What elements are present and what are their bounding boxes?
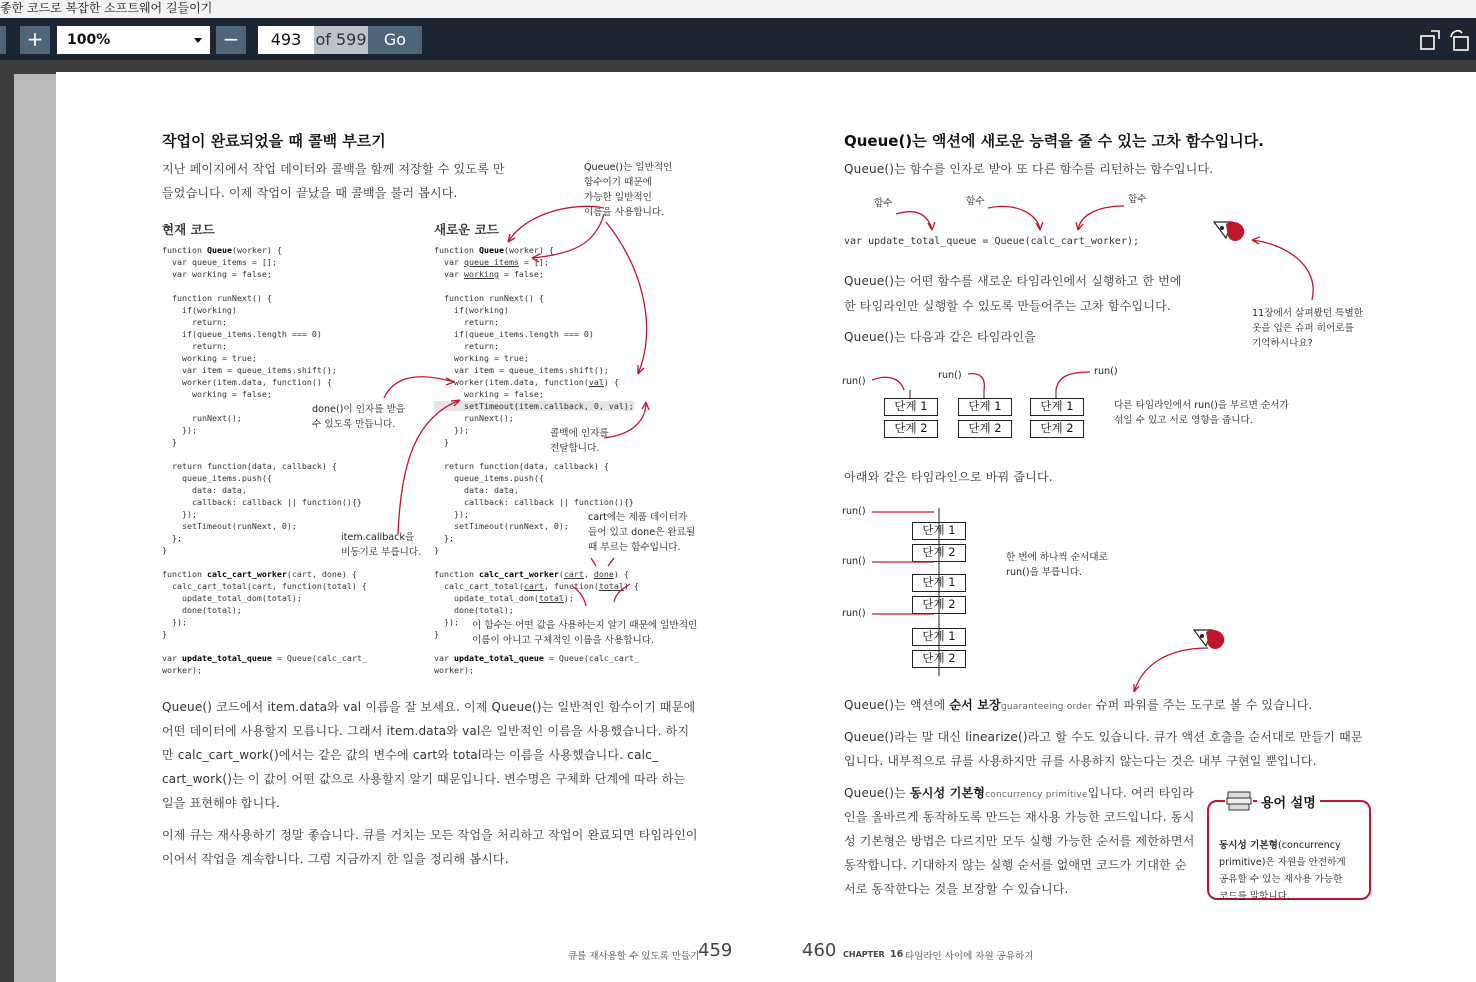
p7-line-1: [844, 784, 1194, 801]
p6-line-2: 입니다. 내부적으로 큐를 사용하지만 큐를 사용하지 않는다는 것은 내부 구현일 뿐입니다.: [844, 754, 1317, 768]
go-button[interactable]: Go: [368, 26, 422, 54]
document-viewer[interactable]: [0, 60, 1476, 982]
book-spread: [56, 72, 1476, 982]
page-title: 작업이 완료되었을 때 콜백 부르기: [162, 132, 386, 150]
left-footer-text: 큐를 재사용할 수 있도록 만들기: [568, 951, 700, 962]
glossary-definition: (concurrency primitive)은 자원을 안전하게 공유할 수 있는 재사용 가능한 코드를 말합니다.: [1219, 840, 1346, 902]
p7-d: 입니다. 여러 타임라: [1087, 786, 1195, 800]
current-code-block: function Queue(worker) { var queue_items = []; var working = false; function runNext() { if(working) return; if(queue_items.length === 0) return; working = true; var item = queue_items.shift(); worker(item.data, function() { working = false; runNext(); }); } return function(data, callback) { queue_items.push({ data: data, callback: callback || function(){} }); setTimeout(runNext, 0); }; } function calc_cart_worker(cart, done) { calc_cart_total(cart, function(total) { update_total_dom(total); done(total); }); } var update_total_queue = Queue(calc_cart_ worker);: [162, 245, 367, 675]
note-ordered: 한 번에 하나씩 순서대로 run()을 부릅니다.: [1006, 552, 1108, 578]
p5-a: Queue()는 액션에: [844, 698, 950, 712]
timeline-step-2: 단계 2: [1030, 420, 1084, 438]
right-intro: Queue()는 함수를 인자로 받아 또 다른 함수를 리턴하는 함수입니다.: [844, 162, 1214, 176]
note-callback-arg: 콜백에 인자를 전달합니다.: [550, 428, 609, 454]
glossary-body: [1219, 820, 1346, 905]
note-cart-done: cart에는 제품 데이터가 들어 있고 done은 완료될 때 부르는 함수입니다.: [588, 512, 696, 553]
timeline-step-2: 단계 2: [884, 420, 938, 438]
p5-d: 슈퍼 파워를 주는 도구로 볼 수 있습니다.: [1091, 698, 1313, 712]
intro-line-2: 들었습니다. 이제 작업이 끝났을 때 콜백을 불러 봅시다.: [162, 186, 458, 200]
para2-line-1: 이제 큐는 재사용하기 정말 좋습니다. 큐를 거치는 모든 작업을 처리하고 작업이 완료되면 타임라인이: [162, 828, 698, 842]
hero-icon: [1192, 626, 1228, 658]
glossary-title: 용어 설명: [1257, 792, 1320, 811]
left-page-number: 459: [698, 940, 733, 961]
right-page-number: 460: [802, 940, 837, 961]
p5: [844, 696, 1313, 713]
timeline-step-2: 단계 2: [912, 650, 966, 668]
right-page-title: Queue()는 액션에 새로운 능력을 줄 수 있는 고차 함수입니다.: [844, 132, 1264, 150]
timeline-step-2: 단계 2: [958, 420, 1012, 438]
new-code-label: 새로운 코드: [434, 222, 499, 237]
p7-line-4: 동작합니다. 기대하지 않는 실행 순서를 없애면 코드가 기대한 순: [844, 858, 1187, 872]
page-number-input[interactable]: 493: [258, 26, 314, 54]
p7-a: Queue()는: [844, 786, 910, 800]
chapter-number: 16: [890, 949, 904, 960]
note-done-arg: done()이 인자를 받을 수 있도록 만듭니다.: [312, 404, 406, 430]
viewer-toolbar: [0, 18, 1476, 60]
run-label: run(): [1094, 366, 1118, 377]
para1-line-1: Queue() 코드에서 item.data와 val 이름을 잘 보세요. 이제 Queue()는 일반적인 함수이기 때문에: [162, 700, 696, 714]
book-icon: [1225, 788, 1253, 812]
run-label: run(): [842, 506, 866, 517]
para1-line-2: 어떤 데이터에 사용할지 모릅니다. 그래서 item.data와 val은 일반적인 이름을 사용했습니다. 하지: [162, 724, 690, 738]
zoom-out-button[interactable]: −: [216, 26, 246, 54]
p7-c: concurrency primitive: [985, 790, 1088, 800]
p3: Queue()는 다음과 같은 타임라인을: [844, 330, 1036, 344]
sidebar-toggle-button[interactable]: [0, 26, 6, 54]
timeline-step-1: 단계 1: [884, 398, 938, 416]
glossary-term: 동시성 기본형: [1219, 840, 1278, 851]
note-generic-names: Queue()는 일반적인 함수이기 때문에 가능한 일반적인 이름을 사용합니다.: [584, 162, 673, 218]
note-async-call: item.callback을 비동기로 부릅니다.: [341, 532, 422, 558]
para1-line-3: 만 calc_cart_work()에서는 같은 값의 변수에 cart와 total라는 이름을 사용했습니다. calc_: [162, 748, 659, 762]
p7-b: 동시성 기본형: [910, 786, 986, 800]
p4: 아래와 같은 타임라인으로 바꿔 줍니다.: [844, 470, 1053, 484]
chevron-down-icon: [194, 38, 202, 43]
p2-line-2: 한 타임라인만 실행할 수 있도록 만들어주는 고차 함수입니다.: [844, 299, 1171, 313]
fn-label-3: 함수: [1128, 194, 1147, 205]
run-label: run(): [938, 370, 962, 381]
para1-line-5: 일을 표현해야 합니다.: [162, 796, 281, 810]
p7-line-2: 인을 올바르게 동작하도록 만드는 재사용 가능한 코드입니다. 동시: [844, 810, 1195, 824]
p5-c: guaranteeing order: [1000, 702, 1092, 712]
new-code-block: function Queue(worker) { var queue_items = []; var working = false; function runNext() { if(working) return; if(queue_items.length === 0) return; working = true; var item = queue_items.shift(); worker(item.data, function(val) { working = false; setTimeout(item.callback, 0, val); runNext(); }); } return function(data, callback) { queue_items.push({ data: data, callback: callback || function(){} }); setTimeout(runNext, 0); }; } function calc_cart_worker(cart, done) { calc_cart_total(cart, function(total) { update_total_dom(total); done(total); }); } var update_total_queue = Queue(calc_cart_ worker);: [434, 245, 639, 675]
fn-label-1: 함수: [874, 198, 893, 209]
para1-line-4: cart_work()는 이 값이 어떤 값으로 사용할지 알기 때문입니다. 변수명은 구체화 단계에 따라 하는: [162, 772, 686, 786]
page-total: of 599: [314, 26, 368, 54]
run-label: run(): [842, 556, 866, 567]
previous-page-edge: [14, 74, 56, 982]
zoom-select[interactable]: [57, 26, 210, 54]
current-code-label: 현재 코드: [162, 222, 215, 237]
zoom-value: 100%: [67, 32, 111, 48]
p7-line-5: 서로 동작한다는 것을 보장할 수 있습니다.: [844, 882, 1069, 896]
glossary-box: [1207, 796, 1371, 902]
hero-note: 11장에서 살펴봤던 특별한 옷을 입은 슈퍼 히어로를 기억하시나요?: [1252, 308, 1363, 349]
p2-line-1: Queue()는 어떤 함수를 새로운 타임라인에서 실행하고 한 번에: [844, 274, 1182, 288]
timeline-step-1: 단계 1: [912, 628, 966, 646]
p7-line-3: 성 기본형은 방법은 다르지만 모두 실행 가능한 순서를 제한하면서: [844, 834, 1195, 848]
timeline-step-2: 단계 2: [912, 544, 966, 562]
p5-b: 순서 보장: [949, 698, 1001, 712]
intro-line-1: 지난 페이지에서 작업 데이터와 콜백을 함께 저장할 수 있도록 만: [162, 162, 505, 176]
run-label: run(): [842, 608, 866, 619]
queue-code-line: var update_total_queue = Queue(calc_cart_worker);: [844, 236, 1140, 247]
zoom-in-button[interactable]: +: [20, 26, 50, 54]
run-label: run(): [842, 376, 866, 387]
timeline-step-1: 단계 1: [912, 522, 966, 540]
timeline-step-1: 단계 1: [1030, 398, 1084, 416]
note-mixed: 다른 타임라인에서 run()을 부르면 순서가 섞일 수 있고 서로 영향을 줍니다.: [1114, 400, 1289, 426]
timeline-step-2: 단계 2: [912, 596, 966, 614]
para2-line-2: 이어서 작업을 계속합니다. 그럼 지금까지 한 일을 정리해 봅시다.: [162, 852, 509, 866]
note-specific-names: 이 함수는 어떤 값을 사용하는지 알기 때문에 일반적인 이름이 아니고 구체적인 이름을 사용합니다.: [472, 620, 698, 646]
chapter-label: CHAPTER: [843, 950, 885, 959]
fit-page-icon[interactable]: [1418, 28, 1442, 52]
timeline-step-1: 단계 1: [958, 398, 1012, 416]
p6-line-1: Queue()라는 말 대신 linearize()라고 할 수도 있습니다. 큐가 액션 호출을 순서대로 만들기 때문: [844, 730, 1363, 744]
chapter-title: 타임라인 사이에 자원 공유하기: [905, 951, 1034, 962]
timeline-step-1: 단계 1: [912, 574, 966, 592]
rotate-icon[interactable]: [1448, 28, 1472, 52]
window-title: 좋한 코드로 복잡한 소프트웨어 길들이기: [0, 0, 1476, 18]
fn-label-2: 함수: [966, 196, 985, 207]
